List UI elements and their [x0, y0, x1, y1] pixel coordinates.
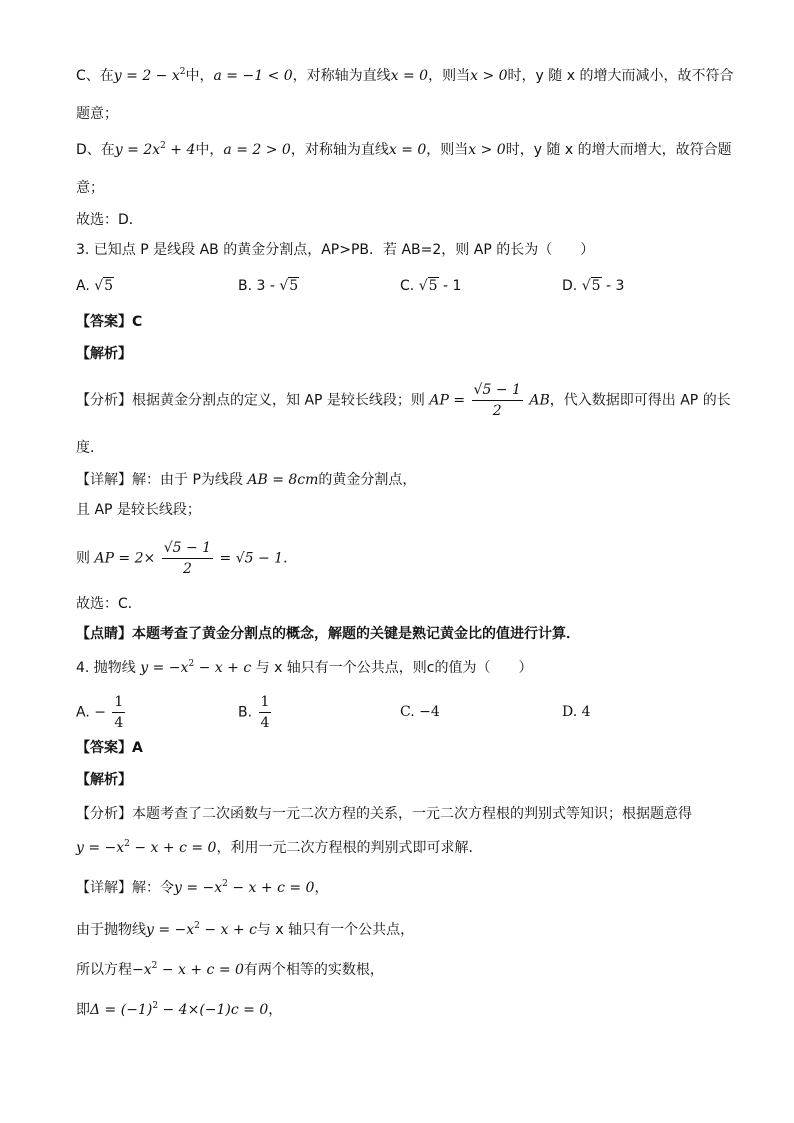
- math-expression: y = −x: [140, 660, 189, 676]
- text-line: 题意；: [76, 106, 118, 122]
- text: ，利用一元二次方程根的判别式即可求解．: [216, 840, 483, 856]
- text: 则: [76, 550, 90, 567]
- text: ，则当: [426, 142, 469, 158]
- text: 与 x 轴只有一个公共点，: [256, 922, 415, 938]
- superscript: 2: [179, 67, 186, 77]
- text: 【点睛】本题考查了黄金分割点的概念，解题的关键是熟记黄金比的值进行计算．: [76, 626, 580, 642]
- detail-line-2: [76, 920, 414, 940]
- detail-line: [76, 470, 416, 490]
- superscript: 2: [124, 839, 130, 849]
- fraction: [259, 692, 272, 733]
- option-label: A.: [76, 704, 90, 721]
- radicand: 5: [289, 278, 299, 294]
- math-expression: − x + c: [194, 660, 252, 676]
- option-label: A.: [76, 278, 90, 294]
- analysis-label: 【解析】: [76, 772, 132, 788]
- answer-label: 【答案】A: [76, 740, 143, 756]
- superscript: 2: [222, 879, 228, 889]
- superscript: 2: [151, 961, 158, 971]
- text: 时，y 随 x 的增大而增大，故符合题: [505, 142, 732, 158]
- option-label: D.: [562, 278, 578, 294]
- math-expression: − x + c = 0: [227, 880, 315, 896]
- text: ，: [314, 880, 329, 896]
- q4-option-b: [238, 692, 273, 733]
- option-c-analysis-line: [76, 66, 733, 86]
- text: ，代入数据即可得出 AP 的长: [549, 392, 731, 409]
- q3-option-d: [562, 276, 624, 296]
- math-expression: AB = 8cm: [247, 472, 319, 488]
- numerator: √5 − 1: [162, 538, 213, 559]
- sign: −: [94, 704, 106, 721]
- superscript: 2: [194, 921, 200, 931]
- math-expression: AP = 2×: [94, 550, 156, 567]
- numerator: √5 − 1: [472, 380, 523, 401]
- math-expression: − x + c: [199, 922, 257, 938]
- denominator: 2: [182, 561, 192, 577]
- analysis-line-2: [76, 838, 482, 858]
- text: ，则当: [428, 68, 471, 84]
- math-expression: y = 2 − x: [113, 68, 180, 84]
- detail-line: [76, 878, 328, 898]
- text: D、在: [76, 142, 115, 158]
- sqrt: √5: [279, 278, 299, 294]
- q3-option-a: [76, 276, 114, 296]
- answer-line: 故选：D．: [76, 212, 143, 228]
- text-line: 度．: [76, 440, 104, 456]
- math-expression: y = −x: [146, 922, 195, 938]
- fraction: [472, 380, 523, 421]
- text: 中，: [195, 142, 224, 158]
- analysis-label: 【解析】: [76, 346, 132, 362]
- fraction: [162, 538, 213, 579]
- text: 即: [76, 1002, 90, 1018]
- q3-option-b: [238, 276, 299, 296]
- text: C、在: [76, 68, 114, 84]
- text: ，对称轴为直线: [290, 142, 389, 158]
- math-expression: − x + c = 0: [157, 962, 244, 978]
- text-line: 意；: [76, 180, 104, 196]
- superscript: 2: [188, 659, 195, 669]
- option-label: C.: [400, 278, 415, 294]
- superscript: 2: [152, 1001, 159, 1011]
- q4-option-a: [76, 692, 127, 733]
- math-expression: = √5 − 1: [219, 550, 284, 567]
- text: 【详解】解：令: [76, 880, 174, 896]
- math-expression: −x: [132, 962, 152, 978]
- math-expression: a = 2 > 0: [223, 142, 291, 158]
- radicand: 5: [428, 278, 438, 294]
- math-expression: Δ = (−1): [90, 1002, 153, 1018]
- math-expression: x > 0: [468, 142, 506, 158]
- sqrt: √5: [581, 278, 601, 294]
- radicand: 5: [591, 278, 601, 294]
- text: 由于抛物线: [76, 922, 146, 938]
- text: 【详解】解：由于 P为线段: [76, 472, 243, 488]
- text: ．: [283, 550, 298, 567]
- q4-option-c: C. −4: [400, 704, 440, 720]
- option-label: B. 3 -: [238, 278, 275, 294]
- answer-line: 故选：C．: [76, 596, 142, 612]
- answer-label: 【答案】C: [76, 314, 143, 330]
- analysis-line: 【分析】本题考查了二次函数与一元二次方程的关系，一元二次方程根的判别式等知识；根据题意得: [76, 806, 692, 822]
- question-3: 3. 已知点 P 是线段 AB 的黄金分割点，AP>PB．若 AB=2，则 AP 的长为（ ）: [76, 242, 595, 258]
- math-expression: − 4×(−1)c = 0: [158, 1002, 269, 1018]
- text: 有两个相等的实数根，: [243, 962, 384, 978]
- text: 4. 抛物线: [76, 660, 136, 676]
- text: 所以方程: [76, 962, 132, 978]
- numerator: 1: [112, 692, 125, 713]
- math-expression: x > 0: [470, 68, 508, 84]
- sqrt: √5: [418, 278, 438, 294]
- math-expression: AP =: [429, 392, 466, 409]
- text: ，对称轴为直线: [292, 68, 391, 84]
- q3-option-c: [400, 276, 461, 296]
- math-expression: y = −x: [174, 880, 223, 896]
- option-d-analysis-line: [76, 140, 732, 160]
- q4-option-d: D. 4: [562, 704, 591, 720]
- detail-line-4: [76, 1000, 282, 1020]
- denominator: 2: [492, 403, 502, 419]
- detail-line-3: [76, 960, 384, 980]
- detail-calc-line: [76, 538, 297, 579]
- text: 的黄金分割点，: [318, 472, 417, 488]
- fraction: [112, 692, 125, 733]
- text: ，: [268, 1002, 283, 1018]
- radicand: 5: [104, 278, 114, 294]
- math-expression: y = 2x: [114, 142, 161, 158]
- option-label: B.: [238, 704, 253, 721]
- math-expression: y = −x: [76, 840, 125, 856]
- text-line: 且 AP 是较长线段；: [76, 502, 201, 518]
- comment-line: [76, 624, 580, 644]
- option-tail: - 3: [605, 278, 625, 294]
- numerator: 1: [259, 692, 272, 713]
- denominator: 4: [114, 715, 124, 731]
- math-expression: a = −1 < 0: [213, 68, 293, 84]
- text: 时，y 随 x 的增大而减小，故不符合: [507, 68, 734, 84]
- denominator: 4: [260, 715, 270, 731]
- text: 与 x 轴只有一个公共点，则c的值为（ ）: [255, 660, 533, 676]
- math-expression: + 4: [165, 142, 196, 158]
- math-expression: AB: [529, 392, 550, 409]
- question-4: [76, 658, 533, 678]
- sqrt: √5: [94, 278, 114, 294]
- math-expression: x = 0: [390, 68, 429, 84]
- superscript: 2: [160, 141, 166, 151]
- math-expression: − x + c = 0: [129, 840, 217, 856]
- analysis-line: [76, 380, 731, 421]
- math-expression: x = 0: [388, 142, 427, 158]
- text: 【分析】根据黄金分割点的定义，知 AP 是较长线段；则: [76, 392, 425, 409]
- option-tail: - 1: [442, 278, 462, 294]
- text: 中，: [185, 68, 214, 84]
